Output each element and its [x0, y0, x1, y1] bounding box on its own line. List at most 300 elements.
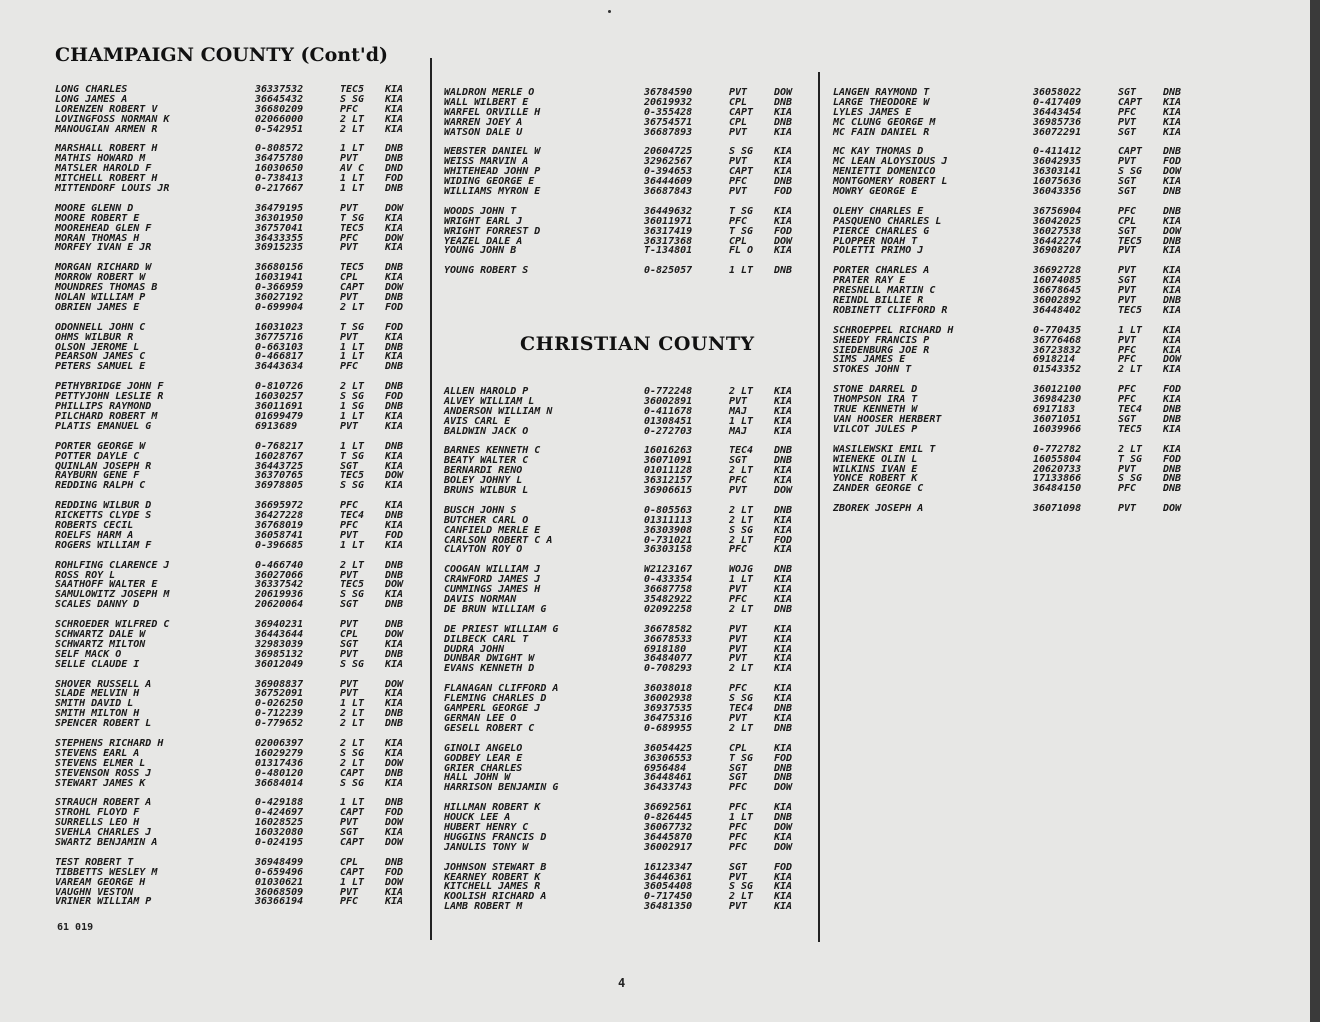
service-number: 36011691 [255, 401, 304, 413]
status-code: FOD [385, 391, 404, 403]
service-number: 0-355428 [644, 106, 693, 118]
roster-row [444, 427, 804, 437]
entry-name: DE BRUN WILLIAM G [444, 603, 547, 615]
service-number: 36449632 [644, 205, 693, 217]
rank: 2 LT [729, 663, 754, 675]
rank: PVT [729, 653, 748, 665]
entry-name: ROHLFING CLARENCE J [55, 559, 170, 571]
service-number: 36027538 [1033, 225, 1082, 237]
roster-row [444, 266, 804, 276]
entry-name: JANULIS TONY W [444, 841, 529, 853]
status-code: KIA [1163, 443, 1182, 455]
rank: FL O [729, 245, 754, 257]
entry-name: ANDERSON WILLIAM N [444, 405, 553, 417]
entry-name: STONE DARREL D [833, 384, 918, 396]
entry-name: HARRISON BENJAMIN G [444, 782, 559, 794]
status-code: DNB [385, 361, 404, 373]
entry-name: WIDING GEORGE E [444, 176, 535, 188]
service-number: 17133866 [1033, 473, 1082, 485]
service-number: 0-708293 [644, 663, 693, 675]
entry-group [833, 88, 1193, 137]
rank: PVT [340, 678, 359, 690]
service-number: 36027192 [255, 292, 304, 304]
entry-name: MC CLUNG GEORGE M [833, 116, 936, 128]
service-number: 01030621 [255, 876, 304, 888]
service-number: 36444609 [644, 176, 693, 188]
rank: SGT [1118, 275, 1137, 287]
entry-group [55, 204, 415, 253]
entry-name: REDDING RALPH C [55, 480, 146, 492]
rank: PFC [729, 475, 748, 487]
rank: CAPT [340, 807, 365, 819]
service-number: 36446361 [644, 871, 693, 883]
rank: PVT [340, 688, 359, 700]
rank: 2 LT [729, 891, 754, 903]
service-number: 01011128 [644, 465, 693, 477]
status-code: DNB [385, 381, 404, 393]
service-number: 0-768217 [255, 440, 304, 452]
rank: CPL [340, 628, 359, 640]
entry-name: LARGE THEODORE W [833, 96, 930, 108]
entry-name: PASQUENO CHARLES L [833, 215, 942, 227]
service-number: 0-808572 [255, 143, 304, 155]
status-code: KIA [774, 891, 793, 903]
status-code: KIA [385, 886, 404, 898]
service-number: 36684014 [255, 777, 304, 789]
rank: PFC [340, 896, 359, 908]
rank: PVT [729, 901, 748, 913]
status-code: DOW [774, 87, 793, 98]
rank: SGT [729, 772, 748, 784]
status-code: KIA [385, 93, 404, 105]
roster-column-2 [444, 88, 804, 286]
rank: PFC [729, 683, 748, 695]
rank: CAPT [340, 837, 365, 848]
rank: 1 LT [340, 876, 365, 888]
status-code: DNB [385, 708, 404, 720]
entry-name: PETHYBRIDGE JOHN F [55, 381, 164, 393]
entry-name: MANOUGIAN ARMEN R [55, 123, 158, 135]
rank: TEC4 [729, 445, 754, 457]
rank: PVT [340, 420, 359, 432]
service-number: 01543352 [1033, 364, 1082, 376]
rank: PVT [729, 186, 748, 198]
service-number: 36058741 [255, 529, 304, 541]
entry-name: CUMMINGS JAMES H [444, 584, 541, 596]
status-code: DNB [385, 401, 404, 413]
entry-name: GODBEY LEAR E [444, 752, 523, 764]
roster-row [833, 484, 1193, 494]
entry-name: WATSON DALE U [444, 126, 523, 138]
entry-name: SMITH DAVID L [55, 698, 134, 710]
entry-name: VAUGHN VESTON [55, 886, 134, 898]
status-code: DNB [385, 143, 404, 155]
status-code: KIA [385, 589, 404, 601]
status-code: KIA [774, 802, 793, 814]
roster-row [55, 303, 415, 313]
entry-name: MITTENDORF LOUIS JR [55, 183, 170, 195]
service-number: 0-717450 [644, 891, 693, 903]
service-number: 20619932 [644, 96, 693, 108]
entry-name: PEARSON JAMES C [55, 351, 146, 363]
entry-group [833, 445, 1193, 494]
entry-name: ALVEY WILLIAM L [444, 395, 535, 407]
rank: TEC5 [340, 222, 365, 234]
status-code: KIA [774, 514, 793, 526]
entry-name: MORAN THOMAS H [55, 232, 140, 244]
status-code: KIA [1163, 304, 1182, 316]
roster-row [833, 246, 1193, 256]
entry-group [833, 207, 1193, 256]
service-number: 36678645 [1033, 285, 1082, 297]
service-number: 36692728 [1033, 265, 1082, 277]
rank: TEC4 [729, 703, 754, 715]
rank: T SG [340, 321, 365, 333]
service-number: 36067732 [644, 821, 693, 833]
rank: TEC5 [1118, 423, 1143, 435]
service-number: 36443454 [1033, 106, 1082, 118]
rank: CAPT [340, 767, 365, 779]
rank: 2 LT [729, 504, 754, 516]
rank: 2 LT [729, 514, 754, 526]
entry-name: SCHROEPPEL RICHARD H [833, 324, 954, 336]
rank: 2 LT [340, 559, 365, 571]
service-number: 36058022 [1033, 87, 1082, 98]
service-number: 36054408 [644, 881, 693, 893]
status-code: FOD [385, 301, 404, 313]
status-code: FOD [385, 866, 404, 878]
entry-name: PETTYJOHN LESLIE R [55, 391, 164, 403]
service-number: 36754571 [644, 116, 693, 128]
service-number: 0-417409 [1033, 96, 1082, 108]
status-code: DOW [1163, 354, 1182, 366]
service-number: 02006397 [255, 737, 304, 749]
entry-group [55, 323, 415, 372]
rank: 2 LT [340, 718, 365, 730]
rank: T SG [340, 450, 365, 462]
service-number: 36937535 [644, 703, 693, 715]
rank: TEC5 [1118, 235, 1143, 247]
entry-name: MONTGOMERY ROBERT L [833, 176, 948, 188]
rank: PVT [340, 242, 359, 254]
entry-name: MOORE GLENN D [55, 202, 134, 214]
entry-group [55, 858, 415, 907]
status-code: DNB [1163, 146, 1182, 158]
rank: PVT [1118, 503, 1137, 515]
status-code: FOD [774, 861, 793, 873]
rank: PVT [729, 156, 748, 168]
service-number: 36768019 [255, 519, 304, 531]
entry-group [55, 680, 415, 729]
status-code: DOW [385, 628, 404, 640]
service-number: 36752091 [255, 688, 304, 700]
status-code: KIA [385, 896, 404, 908]
rank: SGT [729, 861, 748, 873]
service-number: 32983039 [255, 638, 304, 650]
rank: SGT [729, 455, 748, 467]
roster-row [444, 187, 804, 197]
rank: PVT [1118, 245, 1137, 257]
entry-name: PRATER RAY E [833, 275, 906, 287]
rank: PVT [729, 485, 748, 497]
rank: 2 LT [729, 722, 754, 734]
service-number: 0-272703 [644, 425, 693, 437]
entry-name: SMITH MILTON H [55, 708, 140, 720]
rank: PFC [729, 544, 748, 556]
entry-group [55, 263, 415, 312]
roster-row [55, 600, 415, 610]
entry-name: MORGAN RICHARD W [55, 262, 152, 274]
service-number: 16055804 [1033, 453, 1082, 465]
entry-name: SURRELLS LEO H [55, 817, 140, 829]
service-number: 36687758 [644, 584, 693, 596]
rank: PVT [729, 623, 748, 635]
status-code: DNB [385, 648, 404, 660]
rank: T SG [729, 752, 754, 764]
entry-group [444, 863, 804, 912]
rank: T SG [729, 225, 754, 237]
rank: PFC [340, 232, 359, 244]
status-code: KIA [385, 242, 404, 254]
entry-group [833, 504, 1193, 514]
service-number: 36695972 [255, 500, 304, 512]
status-code: DOW [385, 282, 404, 294]
service-number: 16031023 [255, 321, 304, 333]
service-number: 36301950 [255, 212, 304, 224]
rank: PVT [729, 126, 748, 138]
entry-name: SCHWARTZ DALE W [55, 628, 146, 640]
rank: 2 LT [340, 737, 365, 749]
entry-name: REINDL BILLIE R [833, 295, 924, 307]
entry-name: MORFEY IVAN E JR [55, 242, 152, 254]
roster-row [444, 843, 804, 853]
status-code: KIA [1163, 116, 1182, 128]
rank: PVT [340, 817, 359, 829]
rank: PVT [1118, 116, 1137, 128]
entry-group [444, 88, 804, 137]
entry-name: PHILLIPS RAYMOND [55, 401, 152, 413]
status-code: KIA [774, 693, 793, 705]
status-code: KIA [385, 658, 404, 670]
status-code: KIA [385, 351, 404, 363]
service-number: 36443644 [255, 628, 304, 640]
service-number: 0-480120 [255, 767, 304, 779]
rank: 1 LT [340, 341, 365, 353]
roster-row [55, 719, 415, 729]
entry-name: BRUNS WILBUR L [444, 485, 529, 497]
service-number: 36687843 [644, 186, 693, 198]
entry-name: LANGEN RAYMOND T [833, 87, 930, 98]
service-number: 0-772248 [644, 386, 693, 397]
rank: 2 LT [340, 113, 365, 125]
status-code: KIA [385, 410, 404, 422]
service-number: 0-396685 [255, 539, 304, 551]
entry-name: HALL JOHN W [444, 772, 511, 784]
service-number: 36072291 [1033, 126, 1082, 138]
status-code: DNB [385, 559, 404, 571]
roster-row [55, 184, 415, 194]
service-number: 0-689955 [644, 722, 693, 734]
rank: PFC [1118, 384, 1137, 396]
service-number: 36042935 [1033, 156, 1082, 168]
service-number: 01308451 [644, 415, 693, 427]
rank: PVT [1118, 265, 1137, 277]
rank: PVT [729, 643, 748, 655]
service-number: 36054425 [644, 742, 693, 754]
status-code: KIA [774, 881, 793, 893]
status-code: DOW [774, 485, 793, 497]
service-number: 35482922 [644, 594, 693, 606]
roster-row [444, 128, 804, 138]
entry-name: PORTER GEORGE W [55, 440, 146, 452]
status-code: FOD [774, 186, 793, 198]
rank: S SG [340, 777, 365, 789]
status-code: DOW [1163, 225, 1182, 237]
rank: 1 LT [340, 183, 365, 195]
entry-group [55, 798, 415, 847]
entry-name: MITCHELL ROBERT H [55, 173, 158, 185]
entry-name: LORENZEN ROBERT V [55, 103, 158, 115]
service-number: 36068509 [255, 886, 304, 898]
service-number: 6913689 [255, 420, 298, 432]
entry-name: DE PRIEST WILLIAM G [444, 623, 559, 635]
entry-name: PETERS SAMUEL E [55, 361, 146, 373]
roster-row [833, 425, 1193, 435]
service-number: 36475316 [644, 712, 693, 724]
status-code: DOW [385, 232, 404, 244]
status-code: KIA [774, 633, 793, 645]
service-number: 16074085 [1033, 275, 1082, 287]
rank: PVT [1118, 156, 1137, 168]
service-number: 16028767 [255, 450, 304, 462]
service-number: 16039966 [1033, 423, 1082, 435]
service-number: 36002891 [644, 395, 693, 407]
service-number: 6956484 [644, 762, 687, 774]
status-code: DOW [1163, 166, 1182, 178]
status-code: FOD [774, 225, 793, 237]
entry-name: PIERCE CHARLES G [833, 225, 930, 237]
service-number: 36027066 [255, 569, 304, 581]
entry-name: CARLSON ROBERT C A [444, 534, 553, 546]
status-code: FOD [774, 534, 793, 546]
page-number: 4 [618, 976, 626, 990]
entry-name: SHEEDY FRANCIS P [833, 334, 930, 346]
status-code: KIA [1163, 285, 1182, 297]
status-code: DOW [774, 821, 793, 833]
service-number: 0-731021 [644, 534, 693, 546]
service-number: 36071091 [644, 455, 693, 467]
entry-name: MENIETTI DOMENICO [833, 166, 936, 178]
status-code: KIA [385, 519, 404, 531]
status-code: DNB [774, 722, 793, 734]
service-number: 36948499 [255, 856, 304, 868]
rank: PVT [729, 87, 748, 98]
entry-name: TRUE KENNETH W [833, 404, 918, 416]
roster-row [55, 541, 415, 551]
service-number: 0-712239 [255, 708, 304, 720]
entry-name: ROGERS WILLIAM F [55, 539, 152, 551]
rank: S SG [340, 391, 365, 403]
rank: PFC [1118, 354, 1137, 366]
service-number: 36011971 [644, 215, 693, 227]
service-number: 36012049 [255, 658, 304, 670]
rank: PVT [729, 633, 748, 645]
service-number: 36433743 [644, 782, 693, 794]
rank: S SG [340, 589, 365, 601]
entry-name: YEAZEL DALE A [444, 235, 523, 247]
roster-row [55, 481, 415, 491]
service-number: 36475780 [255, 153, 304, 165]
rank: S SG [729, 881, 754, 893]
entry-name: STEWART JAMES K [55, 777, 146, 789]
entry-name: VAN HOOSER HERBERT [833, 413, 942, 425]
status-code: KIA [774, 156, 793, 168]
entry-name: WASILEWSKI EMIL T [833, 443, 936, 455]
status-code: KIA [385, 827, 404, 839]
rank: PVT [729, 395, 748, 407]
column-divider-left [430, 58, 432, 940]
rank: T SG [340, 212, 365, 224]
entry-name: KEARNEY ROBERT K [444, 871, 541, 883]
roster-row [833, 128, 1193, 138]
service-number: 36043356 [1033, 186, 1082, 198]
rank: PVT [340, 569, 359, 581]
roster-row [833, 504, 1193, 514]
entry-name: MATHIS HOWARD M [55, 153, 146, 165]
status-code: FOD [1163, 156, 1182, 168]
rank: TEC5 [340, 84, 365, 95]
service-number: 0-663103 [255, 341, 304, 353]
rank: S SG [340, 480, 365, 492]
rank: CPL [340, 856, 359, 868]
entry-name: MC FAIN DANIEL R [833, 126, 930, 138]
service-number: 36906615 [644, 485, 693, 497]
rank: PVT [340, 153, 359, 165]
rank: S SG [340, 747, 365, 759]
entry-name: GINOLI ANGELO [444, 742, 523, 754]
rank: PVT [1118, 295, 1137, 307]
status-code: KIA [385, 747, 404, 759]
entry-name: OLSON JEROME L [55, 341, 140, 353]
roster-row [444, 724, 804, 734]
roster-row [833, 306, 1193, 316]
entry-group [55, 382, 415, 431]
rank: TEC5 [340, 262, 365, 274]
entry-group [444, 625, 804, 674]
entry-name: OBRIEN JAMES E [55, 301, 140, 313]
status-code: KIA [385, 450, 404, 462]
entry-group [55, 561, 415, 610]
status-code: DNB [774, 116, 793, 128]
rank: PFC [1118, 106, 1137, 118]
status-code: DNB [385, 341, 404, 353]
entry-name: POTTER DAYLE C [55, 450, 140, 462]
status-code: KIA [385, 272, 404, 284]
status-code: KIA [774, 712, 793, 724]
entry-name: ROELFS HARM A [55, 529, 134, 541]
status-code: KIA [385, 638, 404, 650]
roster-row [444, 783, 804, 793]
status-code: KIA [1163, 126, 1182, 138]
entry-group [444, 446, 804, 495]
entry-name: YOUNG JOHN B [444, 245, 517, 257]
status-code: DNB [385, 292, 404, 304]
rank: 1 LT [1118, 324, 1143, 336]
status-code: KIA [1163, 344, 1182, 356]
entry-name: OLEHY CHARLES E [833, 205, 924, 217]
entry-name: KOOLISH RICHARD A [444, 891, 547, 903]
service-number: 0-424697 [255, 807, 304, 819]
